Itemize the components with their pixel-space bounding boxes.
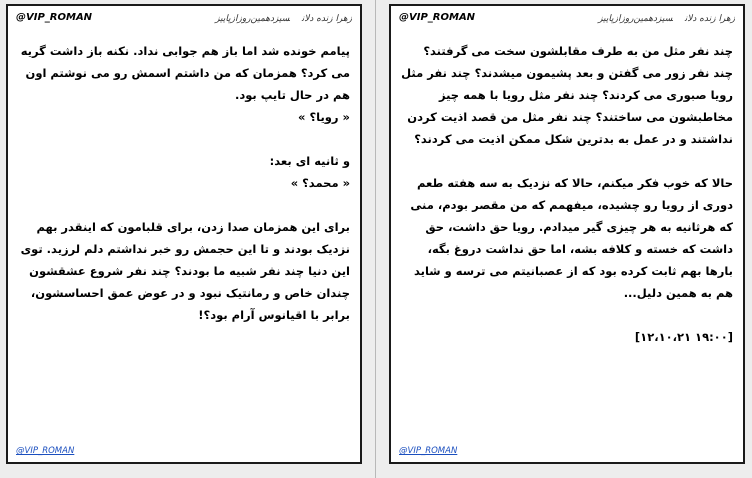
channel-tag: @VIP_ROMAN bbox=[16, 12, 93, 23]
paragraph: پیامم خونده شد اما باز هم جوابی نداد. نکنه باز داشت گریه می کرد؟ همزمان که من داشتم اسمش رو می نوشتم اون هم در حال تایپ بود. bbox=[20, 44, 350, 102]
page-body bbox=[18, 40, 350, 326]
footer-channel-link[interactable]: @VIP_ROMAN bbox=[399, 446, 458, 456]
paragraph: « رویا؟ » bbox=[298, 110, 350, 124]
paragraph-gap bbox=[18, 128, 350, 150]
paragraph-gap bbox=[18, 194, 350, 216]
right-page bbox=[389, 4, 745, 464]
page-body bbox=[401, 40, 733, 348]
paragraph-gap bbox=[401, 150, 733, 172]
series-title: سیزدهمین‌روزازپاییز bbox=[598, 14, 673, 24]
book-title: زهرا زنده دلان bbox=[301, 14, 352, 24]
page-header bbox=[586, 14, 735, 24]
paragraph: حالا که خوب فکر میکنم، حالا که نزدیک به سه هفته طعم دوری از رویا رو چشیده، میفهمم که من مقصر بودم، منی که هرثانیه به هر چیزی گیر میدادم. رویا حق داشت، حق داشت که خسته و کلافه بشه، اما حق نداشت دروغ بگه، بارها بهم ثابت کرده بود که از عصبانیتم می ترسه و شاید هم به همین دلیل... bbox=[410, 176, 733, 300]
page-header bbox=[203, 14, 352, 24]
book-title: زهرا زنده دلان bbox=[684, 14, 735, 24]
paragraph-gap bbox=[401, 304, 733, 326]
footer-channel-link[interactable]: @VIP_ROMAN bbox=[16, 446, 75, 456]
paragraph: « محمد؟ » bbox=[290, 176, 350, 190]
paragraph: برای این همزمان صدا زدن، برای قلبامون که اینقدر بهم نزدیک بودند و تا این حجمش رو خبر نداشتم دلم لرزید. توی این دنیا چند نفر شبیه ما بودند؟ چند نفر شروع عشقشون چندان خاص و رمانتیک نبود و در عوض عمق احساسشون، برابر با اقیانوس آرام بود؟! bbox=[20, 220, 350, 322]
series-title: سیزدهمین‌روزازپاییز bbox=[215, 14, 290, 24]
left-page bbox=[6, 4, 362, 464]
timestamp: [۱۹:۰۰ ۱۲،۱۰،۲۱] bbox=[634, 330, 733, 344]
channel-tag: @VIP_ROMAN bbox=[399, 12, 476, 23]
paragraph: چند نفر مثل من به طرف مقابلشون سخت می گرفتند؟ چند نفر زور می گفتن و بعد پشیمون میشدند؟ چند نفر مثل رویا صبوری می کردند؟ چند نفر مثل رویا با همه چیز مخاطبشون می ساختند؟ چند نفر مثل من قصد اذیت کردن نداشتند و در عمل به بدترین شکل ممکن اذیت می کردند؟ bbox=[401, 44, 733, 146]
paragraph: و ثانیه ای بعد: bbox=[269, 154, 350, 168]
page-divider bbox=[375, 0, 376, 478]
